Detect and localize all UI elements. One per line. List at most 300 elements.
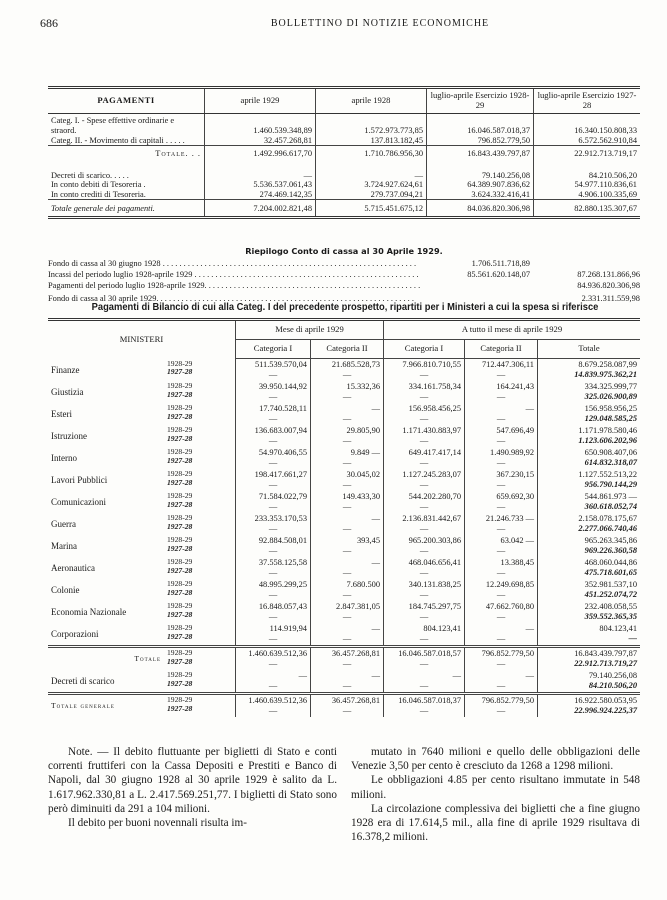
- cell-previous-dash: —: [496, 612, 506, 621]
- cell-previous-dash: —: [268, 370, 278, 379]
- year-labels: [164, 557, 236, 579]
- cell-current: 114.919,94: [269, 624, 307, 633]
- cell: [465, 579, 538, 601]
- cell-current: 16.848.057,43: [258, 602, 307, 611]
- year-labels: [164, 359, 236, 382]
- cell-value: 84.210.506,20: [534, 162, 641, 180]
- cell-current: 804.123,41: [423, 624, 461, 633]
- cell: [384, 579, 465, 601]
- cell-current: 1.127.552.513,22: [578, 470, 637, 479]
- cell-current: 334.325.999,77: [584, 382, 637, 391]
- ministry-name: Guerra: [51, 519, 76, 530]
- cell-value: 7.204.002.821,48: [205, 200, 316, 218]
- cell-current: 71.584.022,79: [258, 492, 307, 501]
- cell-previous-dash: —: [496, 659, 506, 668]
- cell-value: 64.389.907.836,62: [427, 180, 534, 190]
- year-labels: [164, 491, 236, 513]
- cell: [311, 425, 384, 447]
- year-current: 1928-29: [167, 648, 193, 657]
- payments-table: [48, 86, 640, 219]
- cell-previous-total: 22.996.924.225,37: [574, 706, 637, 715]
- cell-value: 22.912.713.719,17: [534, 146, 641, 163]
- ministry-name: Esteri: [51, 409, 72, 420]
- cell-previous-dash: —: [342, 659, 352, 668]
- cell: [538, 425, 641, 447]
- page-number: 686: [40, 16, 58, 30]
- cell-current: 650.908.407,06: [584, 448, 637, 457]
- cell-previous-dash: —: [496, 480, 506, 489]
- year-previous: 1927-28: [167, 411, 193, 421]
- cell-previous-dash: —: [342, 706, 352, 715]
- cell: [311, 670, 384, 694]
- cell-previous-dash: —: [419, 546, 429, 555]
- table-row: [48, 601, 640, 623]
- year-labels: [164, 601, 236, 623]
- ministry-name: Comunicazioni: [51, 497, 106, 508]
- cell-previous-dash: —: [268, 458, 278, 467]
- cell: [236, 557, 311, 579]
- year-labels: [164, 623, 236, 647]
- table-row: [48, 180, 640, 190]
- cell-value: 5.715.451.675,12: [316, 200, 427, 218]
- year-previous: 1927-28: [167, 455, 193, 465]
- cell-current: 232.408.058,55: [584, 602, 637, 611]
- cell-previous-dash: —: [419, 480, 429, 489]
- cell-current: —: [452, 671, 461, 680]
- cell: [384, 359, 465, 382]
- year-current: 1928-29: [167, 670, 193, 679]
- year-current: 1928-29: [167, 381, 193, 390]
- cell-previous-dash: —: [419, 568, 429, 577]
- year-current: 1928-29: [167, 579, 193, 588]
- cell-previous-dash: —: [496, 634, 506, 643]
- table-row: [48, 381, 640, 403]
- cell: [236, 513, 311, 535]
- cell-previous-dash: —: [496, 706, 506, 715]
- cell-previous-dash: —: [342, 458, 352, 467]
- cell-current: 544.202.280,70: [408, 492, 461, 501]
- cell-current: 468.060.044,86: [584, 558, 637, 567]
- cell-previous-dash: —: [496, 546, 506, 555]
- ministry-name: Decreti di scarico: [51, 676, 115, 687]
- year-current: 1928-29: [167, 403, 193, 412]
- year-labels: [164, 535, 236, 557]
- year-previous: 1927-28: [167, 565, 193, 575]
- cell-value: 5.536.537.061,43: [205, 180, 316, 190]
- year-current: 1928-29: [167, 469, 193, 478]
- cell: [311, 647, 384, 671]
- year-previous: 1927-28: [167, 543, 193, 553]
- group-header: A tutto il mese di aprile 1929: [384, 320, 641, 340]
- cell: [236, 579, 311, 601]
- cell-current: 16.843.439.797,87: [574, 649, 637, 658]
- table-row: [48, 425, 640, 447]
- cell-current: 21.246.733 —: [485, 514, 534, 523]
- cell-previous-total: 475.718.601,65: [584, 568, 637, 577]
- cell-current: 16.046.587.018,37: [398, 696, 461, 705]
- cell-current: 36.457.268,81: [331, 649, 380, 658]
- cell-current: 965.263.345,86: [584, 536, 637, 545]
- cell-current: 184.745.297,75: [408, 602, 461, 611]
- cell: [311, 469, 384, 491]
- cell-current: 136.683.007,94: [254, 426, 307, 435]
- cell-previous-dash: —: [268, 546, 278, 555]
- cell-previous-dash: —: [342, 634, 352, 643]
- cell-previous-dash: —: [496, 502, 506, 511]
- cell: [311, 447, 384, 469]
- cell-previous-dash: —: [496, 414, 506, 423]
- cell: [538, 535, 641, 557]
- cell-previous-dash: —: [342, 612, 352, 621]
- cell: [538, 447, 641, 469]
- recap-sum: 84.936.820.306,98: [577, 281, 640, 290]
- recap-value: 1.706.511.718,89: [471, 259, 530, 268]
- note-paragraph: Le obbligazioni 4.85 per cento risultano immutate in 548 milioni.: [351, 774, 640, 801]
- cell: [384, 557, 465, 579]
- cell-current: 1.171.978.580,46: [578, 426, 637, 435]
- cell-current: —: [371, 671, 380, 680]
- table-row: [48, 491, 640, 513]
- ministry-name: Economia Nazionale: [51, 607, 127, 618]
- cell: [465, 513, 538, 535]
- cell-current: 649.417.417,14: [408, 448, 461, 457]
- cell: [384, 425, 465, 447]
- cell-current: 36.457.268,81: [331, 696, 380, 705]
- cell-current: 511.539.570,04: [254, 360, 307, 369]
- cell-previous-dash: —: [419, 370, 429, 379]
- cell-previous-total: 129.048.585,25: [584, 414, 637, 423]
- cell: [465, 425, 538, 447]
- year-previous: 1927-28: [167, 521, 193, 531]
- year-labels: [164, 670, 236, 694]
- col-header: aprile 1929: [205, 88, 316, 114]
- recap-label: Fondo di cassa al 30 aprile 1929. . . .: [48, 294, 420, 303]
- table-row: [48, 579, 640, 601]
- ministry-name: Finanze: [51, 365, 80, 376]
- cell-previous-dash: —: [342, 546, 352, 555]
- cell-value: 1.572.973.773,85: [316, 114, 427, 136]
- cell-previous-dash: —: [496, 436, 506, 445]
- col-header: Categoria I: [236, 340, 311, 359]
- cell-value: 279.737.094,21: [316, 190, 427, 200]
- cell-current: —: [371, 624, 380, 633]
- cell-current: 7.680.500: [346, 580, 380, 589]
- cell-current: 9.849 —: [350, 448, 380, 457]
- cell-value: —: [205, 162, 316, 180]
- cell-previous-dash: —: [268, 436, 278, 445]
- cell: [311, 535, 384, 557]
- cell-current: 1.460.639.512,36: [248, 649, 307, 658]
- cell-current: 796.852.779,50: [481, 696, 534, 705]
- cell-value: 16.843.439.797,87: [427, 146, 534, 163]
- cell: [384, 491, 465, 513]
- cell-value: 16.046.587.018,37: [427, 114, 534, 136]
- cell-value: 6.572.562.910,84: [534, 136, 641, 146]
- cell-previous-dash: —: [342, 681, 352, 690]
- cell: [311, 694, 384, 718]
- cell: [236, 647, 311, 671]
- col-header: Categoria II: [465, 340, 538, 359]
- cell-previous-dash: —: [268, 414, 278, 423]
- cell-current: 54.970.406,55: [258, 448, 307, 457]
- table-row: [48, 647, 640, 671]
- cell-value: 54.977.110.836,61: [534, 180, 641, 190]
- ministry-name: Aeronautica: [51, 563, 95, 574]
- cell-value: 16.340.150.808,33: [534, 114, 641, 136]
- cell-previous-dash: —: [268, 480, 278, 489]
- cell-previous-dash: —: [496, 568, 506, 577]
- cell-current: 156.958.956,25: [584, 404, 637, 413]
- cell: [236, 447, 311, 469]
- note-paragraph: Il debito per buoni novennali risulta im-: [68, 817, 247, 830]
- cell: [538, 381, 641, 403]
- cell-value: 274.469.142,35: [205, 190, 316, 200]
- cell-previous-total: —: [628, 634, 637, 643]
- cell-current: 2.158.078.175,67: [578, 514, 637, 523]
- cell-previous-dash: —: [419, 524, 429, 533]
- cell-value: 82.880.135.307,67: [534, 200, 641, 218]
- cell: [465, 557, 538, 579]
- recap-line: [48, 268, 640, 279]
- table-row: [48, 694, 640, 718]
- table-row: [48, 359, 640, 382]
- recap-line: [48, 279, 640, 290]
- cell: [465, 647, 538, 671]
- ministry-name: Corporazioni: [51, 629, 99, 640]
- cell-previous-total: 325.026.900,89: [584, 392, 637, 401]
- cell-current: 12.249.698,85: [485, 580, 534, 589]
- cell: [384, 447, 465, 469]
- cell: [538, 670, 641, 694]
- cell-previous-total: 451.252.074,72: [584, 590, 637, 599]
- cell-previous-dash: —: [419, 436, 429, 445]
- cell: [465, 381, 538, 403]
- cell: [465, 359, 538, 382]
- cell-previous-dash: —: [342, 480, 352, 489]
- cell-previous-dash: —: [419, 634, 429, 643]
- cell-current: 340.131.838,25: [408, 580, 461, 589]
- table-row: [48, 162, 640, 180]
- cell-current: 79.140.256,08: [588, 671, 637, 680]
- cell-previous-dash: —: [419, 458, 429, 467]
- cell-current: 63.042 —: [500, 536, 534, 545]
- cell-current: 804.123,41: [599, 624, 637, 633]
- year-previous: 1927-28: [167, 367, 193, 377]
- cell-current: —: [525, 624, 534, 633]
- cell: [311, 601, 384, 623]
- recap-sum: 2.331.311.559,98: [581, 294, 640, 303]
- cell-current: —: [371, 404, 380, 413]
- table-row: [48, 190, 640, 200]
- cell-previous-total: 956.790.144,29: [584, 480, 637, 489]
- cell: [236, 491, 311, 513]
- cell-current: 393,45: [356, 536, 380, 545]
- cell-current: —: [298, 671, 307, 680]
- table-row: [48, 114, 640, 136]
- cell-value: 32.457.268,81: [205, 136, 316, 146]
- cell-current: 547.696,49: [496, 426, 534, 435]
- cell: [236, 403, 311, 425]
- cash-recap: [48, 246, 640, 303]
- year-labels: [164, 403, 236, 425]
- cell: [465, 601, 538, 623]
- cell: [311, 579, 384, 601]
- ministry-name: Colonie: [51, 585, 80, 596]
- year-current: 1928-29: [167, 491, 193, 500]
- table-row: [48, 535, 640, 557]
- cell: [538, 403, 641, 425]
- ministry-name: Lavori Pubblici: [51, 475, 108, 486]
- cell-previous-dash: —: [419, 706, 429, 715]
- cell-value: 796.852.779,50: [427, 136, 534, 146]
- cell-previous-dash: —: [496, 370, 506, 379]
- cell-current: 1.460.639.512,36: [248, 696, 307, 705]
- cell-current: 16.046.587.018,57: [398, 649, 461, 658]
- cell: [538, 513, 641, 535]
- cell: [236, 359, 311, 382]
- cell-current: 16.922.580.053,95: [574, 696, 637, 705]
- cell: [311, 381, 384, 403]
- cell-current: 712.447.306,11: [481, 360, 534, 369]
- cell-current: —: [371, 558, 380, 567]
- ministry-name: Istruzione: [51, 431, 87, 442]
- year-labels: [164, 579, 236, 601]
- cell-previous-dash: —: [496, 458, 506, 467]
- cell: [538, 469, 641, 491]
- cell: [538, 647, 641, 671]
- cell-previous-dash: —: [342, 590, 352, 599]
- cell-value: 84.036.820.306,98: [427, 200, 534, 218]
- col-header: Categoria II: [311, 340, 384, 359]
- table-row: [48, 403, 640, 425]
- cell-current: 233.353.170,53: [254, 514, 307, 523]
- year-current: 1928-29: [167, 425, 193, 434]
- cell-previous-dash: —: [419, 414, 429, 423]
- cell-current: 1.127.245.283,07: [402, 470, 461, 479]
- cell-previous-dash: —: [496, 392, 506, 401]
- cell-previous-total: 2.277.066.740,46: [578, 524, 637, 533]
- cell-current: 39.950.144,92: [258, 382, 307, 391]
- cell-previous-dash: —: [268, 590, 278, 599]
- cell: [538, 359, 641, 382]
- recap-label: Pagamenti del periodo luglio 1928-aprile 1929. . . .: [48, 281, 420, 290]
- cell-current: 367.230,15: [496, 470, 534, 479]
- row-label: Totale. . .: [48, 146, 205, 163]
- cell-previous-dash: —: [268, 392, 278, 401]
- row-label: Decreti di scarico. . . . .: [51, 170, 129, 180]
- table-row: [48, 447, 640, 469]
- cell-value: 137.813.182,45: [316, 136, 427, 146]
- year-labels: [164, 513, 236, 535]
- cell: [465, 403, 538, 425]
- ministry-name: Giustizia: [51, 387, 84, 398]
- cell-value: 3.724.927.624,61: [316, 180, 427, 190]
- cell: [236, 601, 311, 623]
- year-current: 1928-29: [167, 535, 193, 544]
- cell-previous-dash: —: [268, 681, 278, 690]
- year-previous: 1927-28: [167, 631, 193, 641]
- row-label: Totale generale dei pagamenti.: [48, 200, 205, 218]
- cell-previous-dash: —: [342, 370, 352, 379]
- cell-previous-dash: —: [342, 502, 352, 511]
- cell: [384, 535, 465, 557]
- cell-current: 468.046.656,41: [408, 558, 461, 567]
- cell-previous-dash: —: [419, 502, 429, 511]
- year-previous: 1927-28: [167, 587, 193, 597]
- recap-label: Fondo di cassa al 30 giugno 1928 . . .: [48, 259, 420, 268]
- cell-current: 164.241,43: [496, 382, 534, 391]
- table-row: [48, 469, 640, 491]
- cell: [311, 403, 384, 425]
- cell-previous-total: 969.226.360,58: [584, 546, 637, 555]
- cell-current: 1.490.989,92: [490, 448, 534, 457]
- year-current: 1928-29: [167, 695, 193, 704]
- cell: [236, 425, 311, 447]
- year-previous: 1927-28: [167, 433, 193, 443]
- year-previous: 1927-28: [167, 609, 193, 619]
- cell: [311, 359, 384, 382]
- col-header: Categoria I: [384, 340, 465, 359]
- cell: [384, 647, 465, 671]
- cell-current: —: [525, 671, 534, 680]
- row-label: In conto debiti di Tesoreria .: [51, 180, 146, 190]
- year-current: 1928-29: [167, 447, 193, 456]
- cell-previous-dash: —: [342, 436, 352, 445]
- col-header: luglio-aprile Esercizio 1927-28: [534, 88, 641, 114]
- cell-current: 352.981.537,10: [584, 580, 637, 589]
- year-previous: 1927-28: [167, 389, 193, 399]
- cell: [236, 694, 311, 718]
- cell-previous-total: 1.123.606.202,96: [578, 436, 637, 445]
- cell-previous-dash: —: [419, 612, 429, 621]
- cell: [538, 694, 641, 718]
- note-paragraph: La circolazione complessiva dei biglietti che a fine giugno 1928 era di 17.614,5 mil., alla fine di aprile 1929 risultava di 16.378,2 milioni.: [351, 802, 640, 844]
- year-current: 1928-29: [167, 557, 193, 566]
- table-row: [48, 557, 640, 579]
- recap-line: [48, 257, 640, 268]
- table-row: [48, 670, 640, 694]
- cell: [236, 381, 311, 403]
- year-previous: 1927-28: [167, 703, 193, 713]
- cell-value: —: [316, 162, 427, 180]
- cell-previous-dash: —: [419, 392, 429, 401]
- cell-previous-dash: —: [342, 568, 352, 577]
- year-previous: 1927-28: [167, 499, 193, 509]
- cell-previous-dash: —: [496, 524, 506, 533]
- cell-previous-dash: —: [268, 502, 278, 511]
- cell-previous-dash: —: [342, 414, 352, 423]
- cell-previous-dash: —: [496, 590, 506, 599]
- cell-value: 79.140.256,08: [427, 162, 534, 180]
- cell-previous-total: 84.210.506,20: [588, 681, 637, 690]
- table-row: [48, 200, 640, 218]
- col-header: luglio-aprile Esercizio 1928-29: [427, 88, 534, 114]
- ministry-name: Totale generale: [48, 694, 164, 718]
- cell: [465, 447, 538, 469]
- year-current: 1928-29: [167, 513, 193, 522]
- year-labels: [164, 647, 236, 671]
- year-labels: [164, 694, 236, 718]
- cell-current: —: [371, 514, 380, 523]
- cell-current: 334.161.758,34: [408, 382, 461, 391]
- cell-value: 1.460.539.348,89: [205, 114, 316, 136]
- cell: [538, 601, 641, 623]
- year-labels: [164, 469, 236, 491]
- cell: [311, 491, 384, 513]
- cell-current: 156.958.456,25: [408, 404, 461, 413]
- cell-current: 8.679.258.087,99: [578, 360, 637, 369]
- cell-current: 1.171.430.883,97: [402, 426, 461, 435]
